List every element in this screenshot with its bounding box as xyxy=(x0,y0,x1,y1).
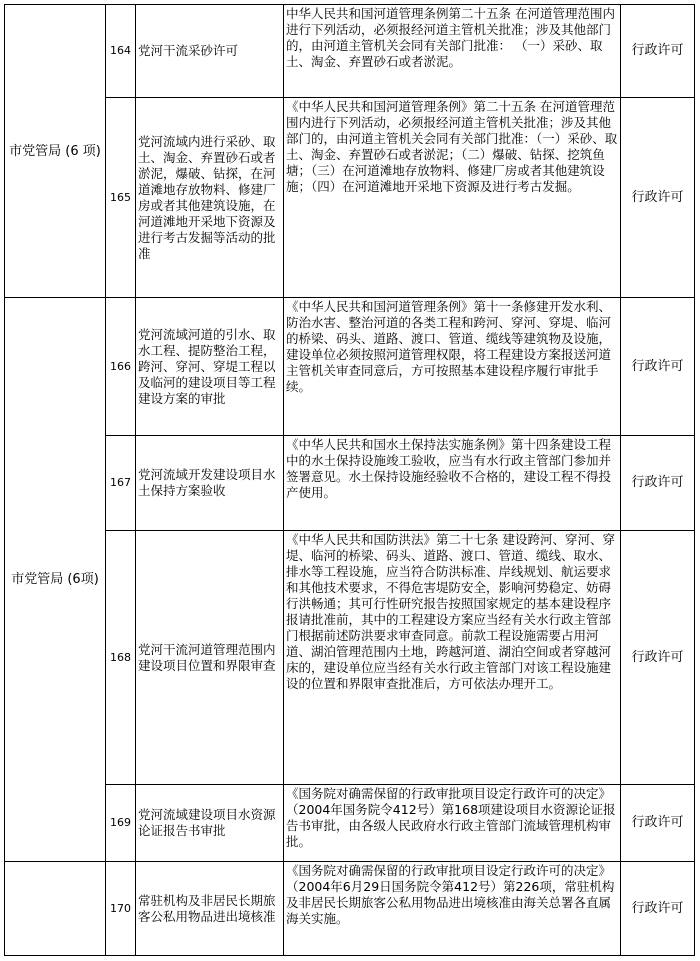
item-number: 164 xyxy=(106,5,136,98)
item-name: 党河流域建设项目水资源论证报告书审批 xyxy=(136,785,284,862)
item-type: 行政许可 xyxy=(621,785,695,862)
item-type: 行政许可 xyxy=(621,436,695,531)
legal-basis: 中华人民共和国河道管理条例第二十五条 在河道管理范围内进行下列活动，必须报经河道主管机关批准；涉及其他部门的，由河道主管机关会同有关部门批准： （一）采砂、取土、淘金、弃置砂石或者淤泥。 xyxy=(284,5,621,98)
item-type: 行政许可 xyxy=(621,862,695,956)
legal-basis: 《国务院对确需保留的行政审批项目设定行政许可的决定》（2004年国务院令412号）第168项建设项目水资源论证报告书审批，由各级人民政府水行政主管部门流域管理机构审批。 xyxy=(284,785,621,862)
item-number: 167 xyxy=(106,436,136,531)
item-type: 行政许可 xyxy=(621,531,695,785)
table-row xyxy=(5,436,695,531)
table-row xyxy=(5,531,695,785)
item-number: 166 xyxy=(106,298,136,436)
department-cell xyxy=(5,862,106,956)
item-number: 169 xyxy=(106,785,136,862)
department-cell: 市党管局 (6 项) xyxy=(5,5,106,298)
item-name: 党河干流河道管理范围内建设项目位置和界限审查 xyxy=(136,531,284,785)
item-number: 165 xyxy=(106,98,136,298)
table-row xyxy=(5,862,695,956)
legal-basis: 《中华人民共和国防洪法》第二十七条 建设跨河、穿河、穿堤、临河的桥梁、码头、道路、渡口、管道、缆线、取水、排水等工程设施，应当符合防洪标准、岸线规划、航运要求和其他技术要求，不得危害堤防安全，影响河势稳定、妨碍行洪畅通；其可行性研究报告按照国家规定的基本建设程序报请批准前，其中的工程建设方案应当经有关水行政主管部门根据前述防洪要求审查同意。前款工程设施需要占用河道、湖泊管理范围内土地，跨越河道、湖泊空间或者穿越河床的，建设单位应当经有关水行政主管部门对该工程设施建设的位置和界限审查批准后，方可依法办理开工。 xyxy=(284,531,621,785)
item-name: 常驻机构及非居民长期旅客公私用物品进出境核准 xyxy=(136,862,284,956)
legal-basis: 《中华人民共和国水土保持法实施条例》第十四条建设工程中的水土保持设施竣工验收，应当有水行政主管部门参加并签署意见。水土保持设施经验收不合格的，建设工程不得投产使用。 xyxy=(284,436,621,531)
item-name: 党河流域河道的引水、取水工程、提防整治工程，跨河、穿河、穿堤工程以及临河的建设项目等工程建设方案的审批 xyxy=(136,298,284,436)
legal-basis: 《中华人民共和国河道管理条例》第十一条修建开发水利、防治水害、整治河道的各类工程和跨河、穿河、穿堤、临河的桥梁、码头、道路、渡口、管道、缆线等建筑物及设施，建设单位必须按照河道管理权限，将工程建设方案报送河道主管机关审查同意后，方可按照基本建设程序履行审批手续。 xyxy=(284,298,621,436)
item-name: 党河流域开发建设项目水土保持方案验收 xyxy=(136,436,284,531)
table-row xyxy=(5,5,695,98)
item-name: 党河流域内进行采砂、取土、淘金、弃置砂石或者淤泥，爆破、钻探，在河道滩地存放物料、修建厂房或者其他建筑设施，在河道滩地开采地下资源及进行考古发掘等活动的批准 xyxy=(136,98,284,298)
item-number: 170 xyxy=(106,862,136,956)
department-cell: 市党管局 (6项) xyxy=(5,298,106,862)
item-name: 党河干流采砂许可 xyxy=(136,5,284,98)
item-type: 行政许可 xyxy=(621,298,695,436)
item-type: 行政许可 xyxy=(621,5,695,98)
item-number: 168 xyxy=(106,531,136,785)
legal-basis: 《国务院对确需保留的行政审批项目设定行政许可的决定》（2004年6月29日国务院令第412号）第226项，常驻机构及非居民长期旅客公私用物品进出境核准由海关总署各直属海关实施。 xyxy=(284,862,621,956)
item-type: 行政许可 xyxy=(621,98,695,298)
table-row xyxy=(5,785,695,862)
approval-items-table xyxy=(4,4,695,956)
legal-basis: 《中华人民共和国河道管理条例》第二十五条 在河道管理范围内进行下列活动，必须报经河道主管机关批准；涉及其他部门的，由河道主管机关会同有关部门批准：（一）采砂、取土、淘金、弃置砂石或者淤泥；（二）爆破、钻探、挖筑鱼塘；（三）在河道滩地存放物料、修建厂房或者其他建筑设施；（四）在河道滩地开采地下资源及进行考古发掘。 xyxy=(284,98,621,298)
table-row xyxy=(5,98,695,298)
table-row xyxy=(5,298,695,436)
